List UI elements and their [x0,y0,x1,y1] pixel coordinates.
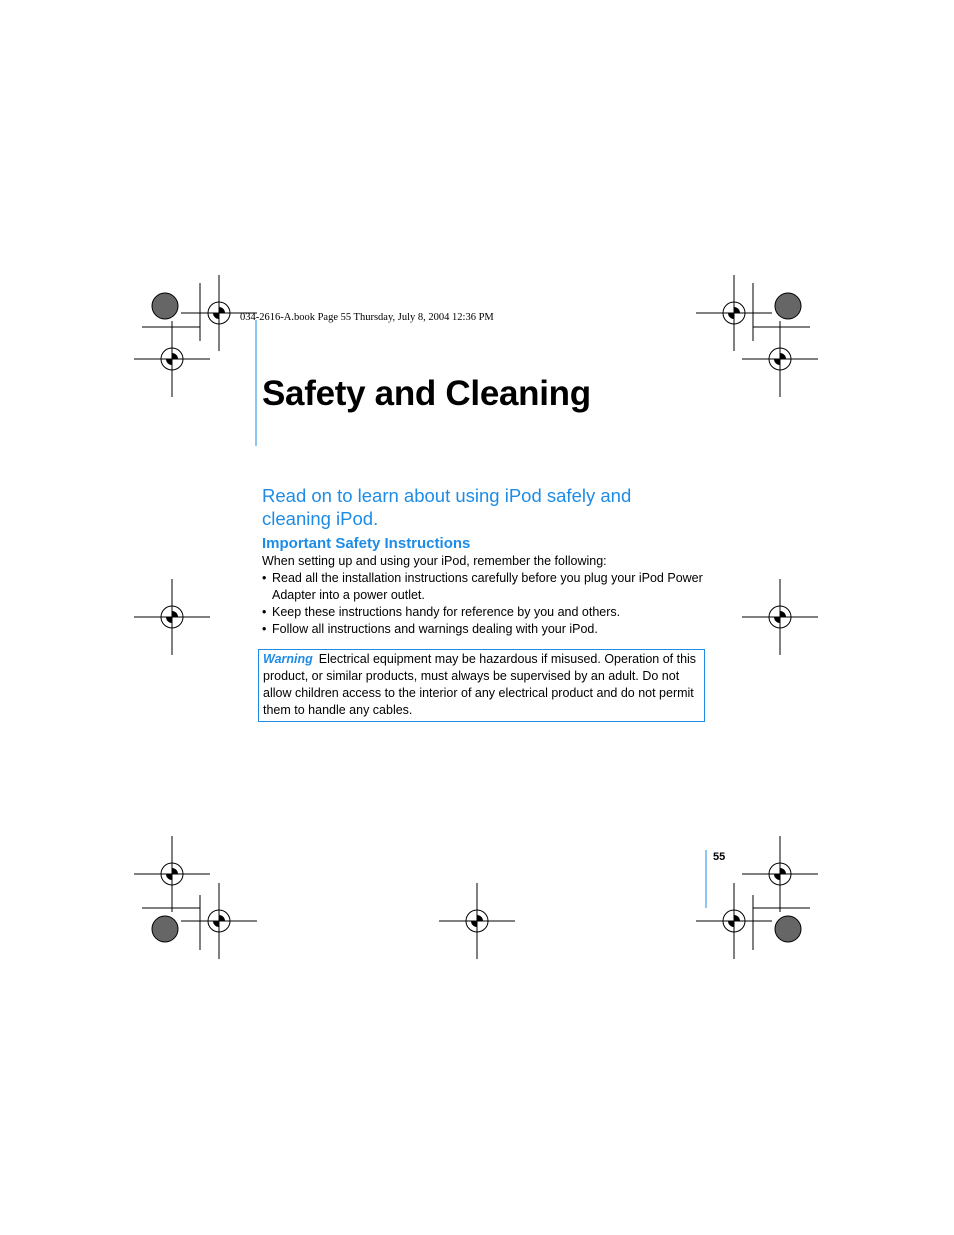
registration-mark [439,883,515,959]
page-title: Safety and Cleaning [262,374,591,413]
page-number: 55 [713,851,726,863]
registration-mark [696,275,772,351]
section-heading: Important Safety Instructions [262,535,471,552]
list-item [262,570,703,604]
chapter-intro: Read on to learn about using iPod safely and cleaning iPod. [262,485,632,529]
registration-mark [134,579,210,655]
bullet-marker: • [262,622,267,636]
corner-marks-bottom-right [753,895,810,950]
corner-marks-top-right [753,283,810,341]
bullet-marker: • [262,571,267,585]
bullet-marker: • [262,605,267,619]
lead-paragraph: When setting up and using your iPod, remember the following: [262,554,607,568]
registration-mark [742,579,818,655]
warning-text-block [263,651,703,719]
list-item-text: Keep these instructions handy for reference by you and others. [272,605,621,619]
registration-mark [181,883,257,959]
corner-marks-bottom-left [142,895,200,950]
warning-text: Electrical equipment may be hazardous if misused. Operation of this product, or similar products, must always be supervised by an adult. Do not allow children access to the interior of any electrical product and do not permit them to handle any cables. [263,652,697,717]
registration-mark [134,321,210,397]
list-item-text: Read all the installation instructions carefully before you plug your iPod Power [272,571,703,585]
print-slug: 034-2616-A.book Page 55 Thursday, July 8, 2004 12:36 PM [240,312,494,323]
list-item [262,621,703,638]
list-item [262,604,703,621]
registration-mark [134,836,210,912]
registration-mark [696,883,772,959]
list-item-text: Follow all instructions and warnings dealing with your iPod. [272,622,598,636]
safety-bullet-list [262,570,703,638]
warning-label: Warning [263,652,313,666]
corner-marks-top-left [142,283,200,341]
list-item-text: Adapter into a power outlet. [272,588,425,602]
